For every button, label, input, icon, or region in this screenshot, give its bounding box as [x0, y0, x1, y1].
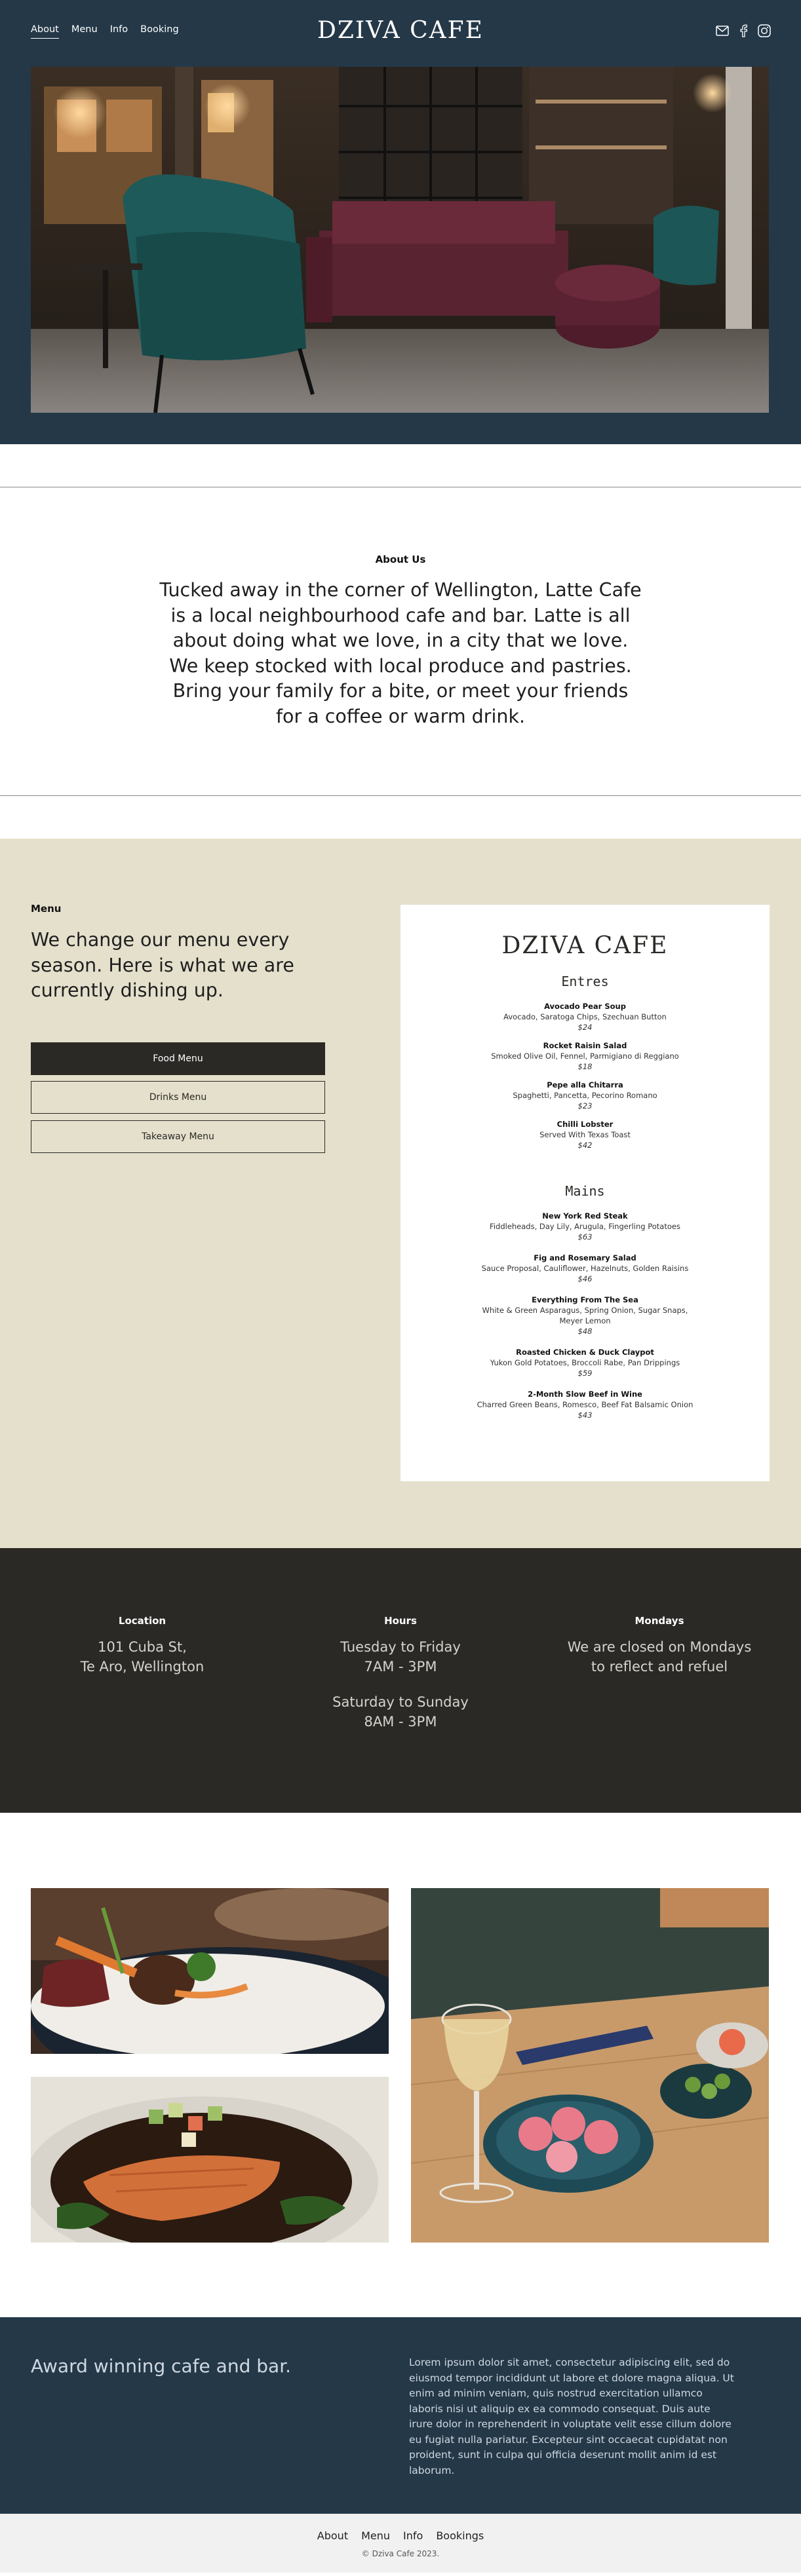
hours-column: Hours Tuesday to Friday 7AM - 3PM Saturday to Sunday 8AM - 3PM: [332, 1615, 469, 1730]
copyright-text: © Dziva Cafe 2023.: [361, 2549, 440, 2558]
salmon-dish-photo: [31, 2077, 389, 2243]
site-footer: [0, 2514, 801, 2573]
nav-link-info[interactable]: Info: [109, 24, 128, 35]
takeaway-menu-button[interactable]: Takeaway Menu: [31, 1120, 325, 1153]
award-section: [0, 2317, 801, 2514]
menu-item: 2-Month Slow Beef in Wine Charred Green Beans, Romesco, Beef Fat Balsamic Onion $43: [477, 1390, 694, 1420]
about-section: [0, 487, 801, 795]
food-menu-card: [400, 905, 770, 1481]
footer-link-info[interactable]: Info: [403, 2529, 423, 2542]
social-icons: [716, 24, 771, 37]
instagram-icon[interactable]: [758, 24, 771, 37]
menu-item: Pepe alla Chitarra Spaghetti, Pancetta, Pecorino Romano $23: [513, 1080, 657, 1110]
food-menu-button[interactable]: Food Menu: [31, 1042, 325, 1075]
nav-link-menu[interactable]: Menu: [71, 24, 98, 35]
facebook-icon[interactable]: [739, 24, 747, 37]
about-text: Tucked away in the corner of Wellington, Latte Cafe is a local neighbourhood cafe and bar. Latte is all about doing what we love, in a city that we love. We keep stocked with local produce and pastries. Bring your family for a bite, or meet your friends for a coffee or warm drink.: [159, 579, 642, 727]
menu-item: New York Red Steak Fiddleheads, Day Lily, Arugula, Fingerling Potatoes $63: [490, 1211, 680, 1241]
steak-dish-photo: [31, 1888, 389, 2054]
award-body-text: Lorem ipsum dolor sit amet, consectetur adipiscing elit, sed do eiusmod tempor incididunt ut labore et dolore magna aliqua. Ut enim ad minim veniam, quis nostrud exercitation ullamco laboris nisi ut aliquip ex ea commodo consequat. Duis aute irure dolor in reprehenderit in voluptate velit esse cillum dolore eu fugiat nulla pariatur. Excepteur sint occaecat cupidatat non proident, sunt in culpa qui officia deserunt mollit anim id est laborum.: [409, 2357, 734, 2476]
award-heading: Award winning cafe and bar.: [31, 2355, 292, 2377]
info-section: [0, 1548, 801, 1813]
menu-heading: Menu: [31, 903, 62, 915]
menu-section-heading: Entres: [561, 974, 609, 989]
footer-link-menu[interactable]: Menu: [361, 2529, 391, 2542]
hero-section: [0, 0, 801, 444]
footer-link-bookings[interactable]: Bookings: [436, 2529, 484, 2542]
menu-item: Avocado Pear Soup Avocado, Saratoga Chips, Szechuan Button $24: [503, 1002, 667, 1032]
menu-item: Everything From The Sea White & Green Asparagus, Spring Onion, Sugar Snaps, Meyer Lemon $48: [482, 1295, 688, 1336]
footer-link-about[interactable]: About: [317, 2529, 349, 2542]
nav-link-booking[interactable]: Booking: [140, 24, 179, 35]
about-heading: About Us: [375, 554, 426, 565]
menu-item: Rocket Raisin Salad Smoked Olive Oil, Fennel, Parmigiano di Reggiano $18: [491, 1041, 679, 1071]
menu-card-logo: DZIVA CAFE: [501, 932, 669, 959]
mail-icon[interactable]: [716, 26, 729, 36]
top-nav: [0, 0, 801, 66]
menu-intro-text: We change our menu every season. Here is what we are currently dishing up.: [31, 929, 294, 1001]
drinks-menu-button[interactable]: Drinks Menu: [31, 1081, 325, 1114]
menu-item: Roasted Chicken & Duck Claypot Yukon Gold Potatoes, Broccoli Rabe, Pan Drippings $59: [490, 1348, 680, 1378]
nav-link-about[interactable]: About: [31, 24, 59, 39]
entres-list: [400, 1001, 770, 1150]
site-logo[interactable]: DZIVA CAFE: [317, 17, 484, 44]
location-column: Location 101 Cuba St, Te Aro, Wellington: [80, 1615, 205, 1675]
gallery-section: [0, 1813, 801, 2317]
cafe-interior-photo: [31, 67, 769, 413]
mondays-column: Mondays We are closed on Mondays to reflect and refuel: [567, 1615, 752, 1675]
menu-section-heading: Mains: [565, 1183, 605, 1199]
footer-links: [0, 2529, 801, 2542]
menu-item: Fig and Rosemary Salad Sauce Proposal, Cauliflower, Hazelnuts, Golden Raisins $46: [481, 1253, 689, 1283]
wine-and-sushi-photo: [411, 1888, 769, 2243]
mains-list: [400, 1211, 770, 1420]
menu-item: Chilli Lobster Served With Texas Toast $42: [539, 1120, 631, 1150]
menu-section: [0, 839, 801, 1548]
